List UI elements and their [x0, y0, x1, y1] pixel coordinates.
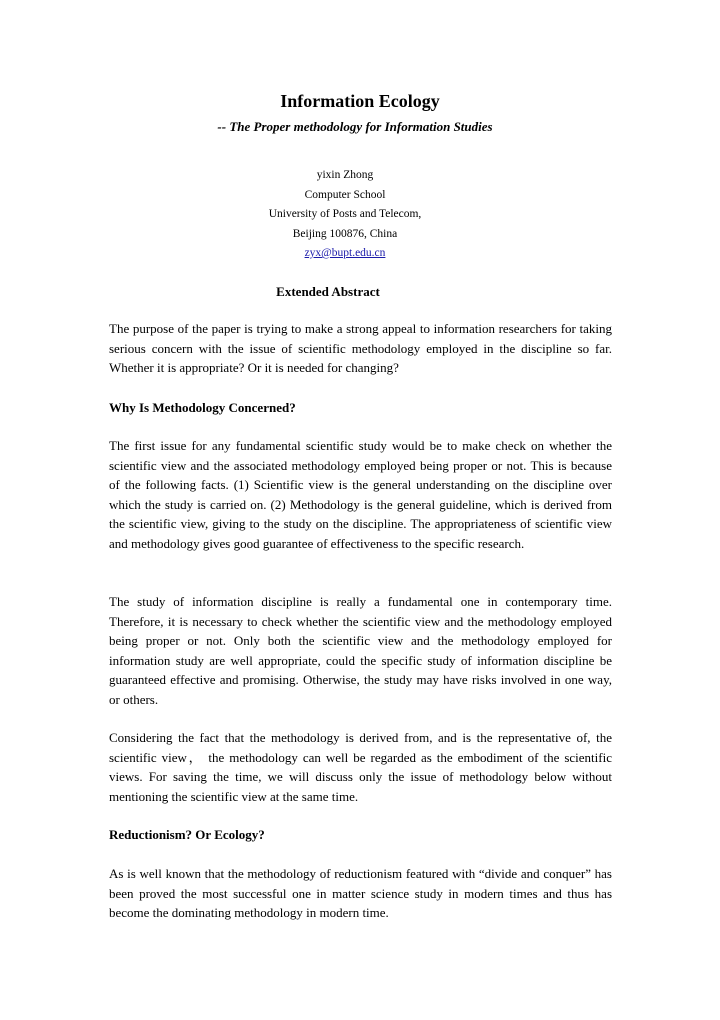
- author-block: [0, 166, 690, 264]
- paper-subtitle: -- The Proper methodology for Information Studies: [217, 119, 493, 134]
- why-paragraph-1: The first issue for any fundamental scientific study would be to make check on whether the scientific view and the associated methodology employed being proper or not. This is because of the following facts. (1) Scientific view is the general understanding on the discipline over which the study is carried on. (2) Methodology is the general guideline, which is derived from the scientific view, giving to the study on the discipline. The appropriateness of scientific view and methodology gives good guarantee of effectiveness to the specific research.: [109, 438, 612, 551]
- why-paragraph-3: Considering the fact that the methodology is derived from, and is the representative of, the scientific view， the methodology can well be regarded as the embodiment of the scientific views. For saving the time, we will discuss only the issue of methodology below without mentioning the scientific view at the same time.: [109, 730, 612, 804]
- reductionism-paragraph-1: As is well known that the methodology of reductionism featured with “divide and conquer” has been proved the most successful one in matter science study in modern times and thus has become the dominating methodology in modern time.: [109, 866, 612, 921]
- paper-title: Information Ecology: [280, 91, 440, 111]
- section-heading-why: Why Is Methodology Concerned?: [109, 400, 296, 415]
- why-paragraph-2: The study of information discipline is really a fundamental one in contemporary time. Therefore, it is necessary to check whether the scientific view and the methodology employed being proper or not. Only both the scientific view and the methodology employed for information study are well appropriate, could the specific study of information discipline be guaranteed effective and promising. Otherwise, the study may have risks involved in one way, or others.: [109, 594, 612, 707]
- author-name: yixin Zhong: [316, 169, 374, 181]
- section-heading-reductionism: Reductionism? Or Ecology?: [109, 827, 265, 842]
- author-address: Beijing 100876, China: [292, 227, 398, 240]
- author-email-link[interactable]: zyx@bupt.edu.cn: [304, 247, 386, 259]
- abstract-heading: Extended Abstract: [276, 284, 380, 299]
- author-department: Computer School: [304, 188, 386, 201]
- intro-paragraph: The purpose of the paper is trying to make a strong appeal to information researchers for taking serious concern with the issue of scientific methodology employed in the discipline so far. Whether it is appropriate? Or it is needed for changing?: [109, 321, 612, 376]
- author-university: University of Posts and Telecom,: [268, 208, 422, 220]
